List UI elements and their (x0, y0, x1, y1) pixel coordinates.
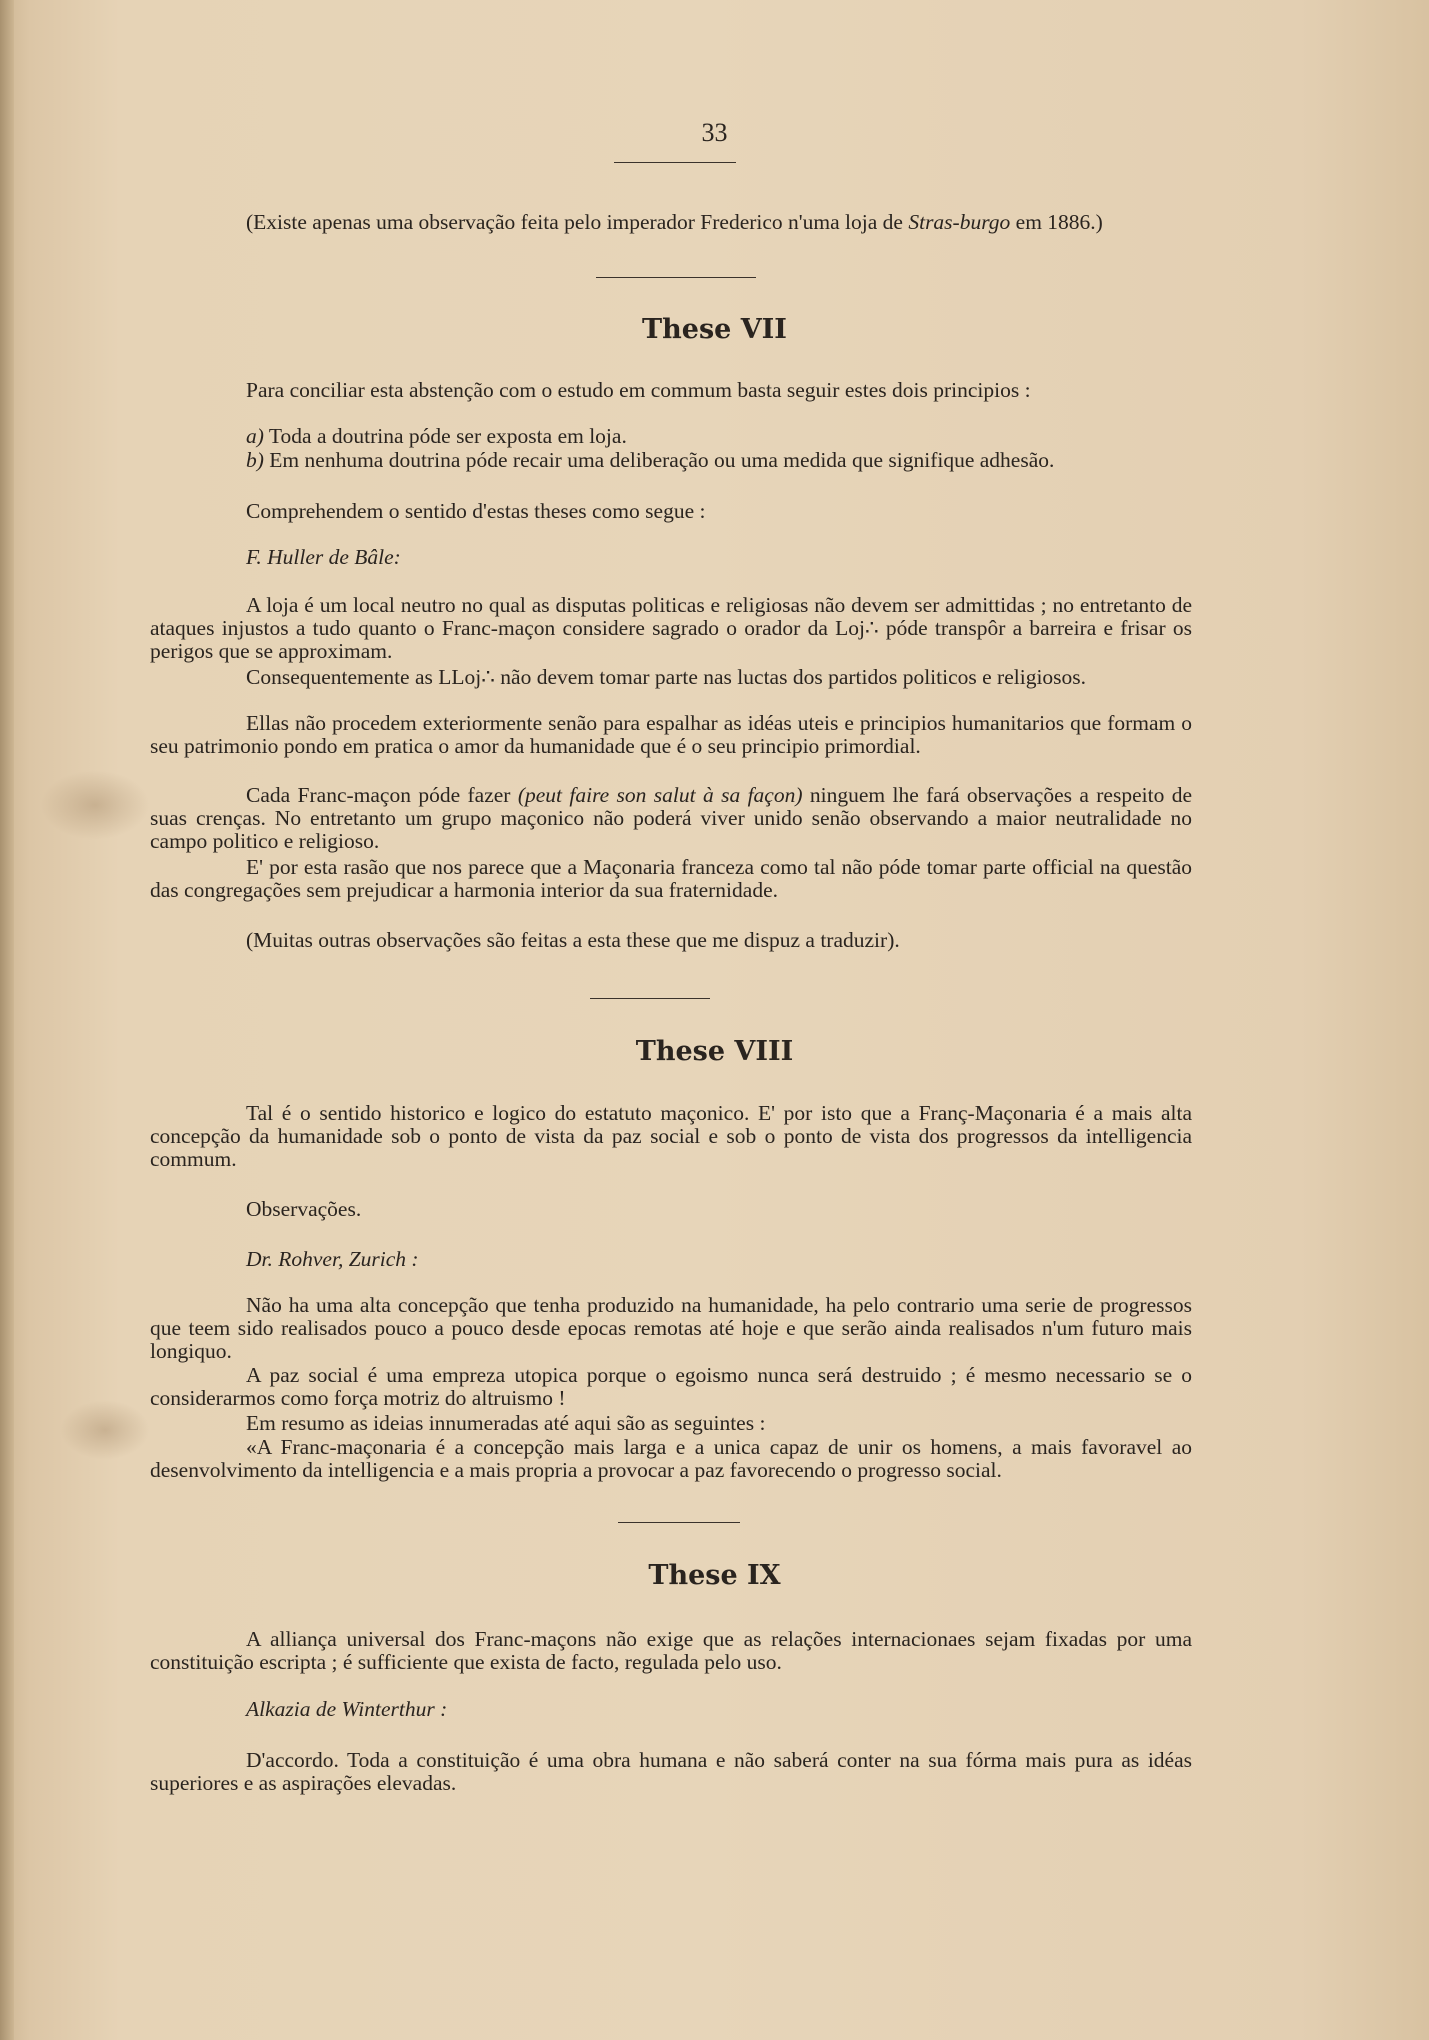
page-number-rule (614, 162, 736, 163)
these-viii-paragraph: A paz social é uma empreza utopica porque o egoismo nunca será destruido ; é mesmo necessario se o considerarmos como força motriz do altruismo ! (150, 1363, 1192, 1410)
these-vii-item-b: b) Em nenhuma doutrina póde recair uma deliberação ou uma medida que signifique adhesão. (246, 448, 1055, 472)
section-divider (590, 998, 710, 999)
these-vii-paragraph: E' por esta rasão que nos parece que a Maçonaria franceza como tal não póde tomar parte official na questão das congregações sem prejudicar a harmonia interior da sua fraternidade. (150, 855, 1192, 902)
these-viii-paragraph: Em resumo as ideias innumeradas até aqui são as seguintes : (246, 1411, 766, 1435)
author-signature: Alkazia de Winterthur : (246, 1697, 448, 1721)
these-vii-paragraph: Cada Franc-maçon póde fazer (peut faire son salut à sa façon) ninguem lhe fará observações a respeito de suas crenças. No entretanto um grupo maçonico não poderá viver unido senão observando a maior neutralidade no campo politico e religioso. (150, 783, 1192, 853)
heading-these-ix: These IX (648, 1560, 781, 1591)
these-vii-paragraph: Para conciliar esta abstenção com o estudo em commum basta seguir estes dois principios : (246, 378, 1031, 402)
page-number: 33 (701, 118, 728, 147)
section-divider (618, 1522, 740, 1523)
author-signature: F. Huller de Bâle: (246, 545, 401, 569)
these-viii-paragraph: Tal é o sentido historico e logico do estatuto maçonico. E' por isto que a Franç-Maçonaria é a mais alta concepção da humanidade sob o ponto de vista da paz social e sob o ponto de vista dos progressos da intelligencia commum. (150, 1101, 1192, 1171)
paper-stain (40, 770, 150, 840)
these-vii-item-a: a) Toda a doutrina póde ser exposta em loja. (246, 424, 627, 448)
these-vii-paragraph: Comprehendem o sentido d'estas theses como segue : (246, 499, 706, 523)
page-binding-edge (0, 0, 14, 2040)
these-vii-paragraph: Ellas não procedem exteriormente senão para espalhar as idéas uteis e principios humanitarios que formam o seu patrimonio pondo em pratica o amor da humanidade que é o seu principio primordial. (150, 711, 1192, 758)
these-vii-paragraph: Consequentemente as LLoj∴ não devem tomar parte nas luctas dos partidos politicos e religiosos. (246, 665, 1087, 689)
these-ix-paragraph: D'accordo. Toda a constituição é uma obra humana e não saberá conter na sua fórma mais pura as idéas superiores e as aspirações elevadas. (150, 1748, 1192, 1795)
these-ix-paragraph: A alliança universal dos Franc-maçons não exige que as relações internacionaes sejam fixadas por uma constituição escripta ; é sufficiente que exista de facto, regulada pelo uso. (150, 1627, 1192, 1674)
heading-these-vii: These VII (642, 314, 787, 345)
paper-stain (60, 1400, 150, 1460)
these-vii-paragraph: (Muitas outras observações são feitas a esta these que me dispuz a traduzir). (246, 928, 900, 952)
these-viii-paragraph: «A Franc-maçonaria é a concepção mais larga e a unica capaz de unir os homens, a mais favoravel ao desenvolvimento da intelligencia e a mais propria a provocar a paz favorecendo o progresso social. (150, 1435, 1192, 1482)
these-viii-paragraph: Não ha uma alta concepção que tenha produzido na humanidade, ha pelo contrario uma serie de progressos que teem sido realisados pouco a pouco desde epocas remotas até hoje e que serão ainda realisados n'um futuro mais longiquo. (150, 1293, 1192, 1363)
these-viii-paragraph: Observações. (246, 1197, 362, 1221)
author-signature: Dr. Rohver, Zurich : (246, 1247, 419, 1271)
these-vii-paragraph: A loja é um local neutro no qual as disputas politicas e religiosas não devem ser admittidas ; no entretanto de ataques injustos a tudo quanto o Franc-maçon considere sagrado o orador da Loj∴ póde transpôr a barreira e frisar os perigos que se approximam. (150, 593, 1192, 663)
section-divider (596, 277, 756, 278)
intro-paragraph: (Existe apenas uma observação feita pelo imperador Frederico n'uma loja de Stras-burgo em 1886.) (246, 210, 1103, 234)
heading-these-viii: These VIII (635, 1036, 794, 1067)
